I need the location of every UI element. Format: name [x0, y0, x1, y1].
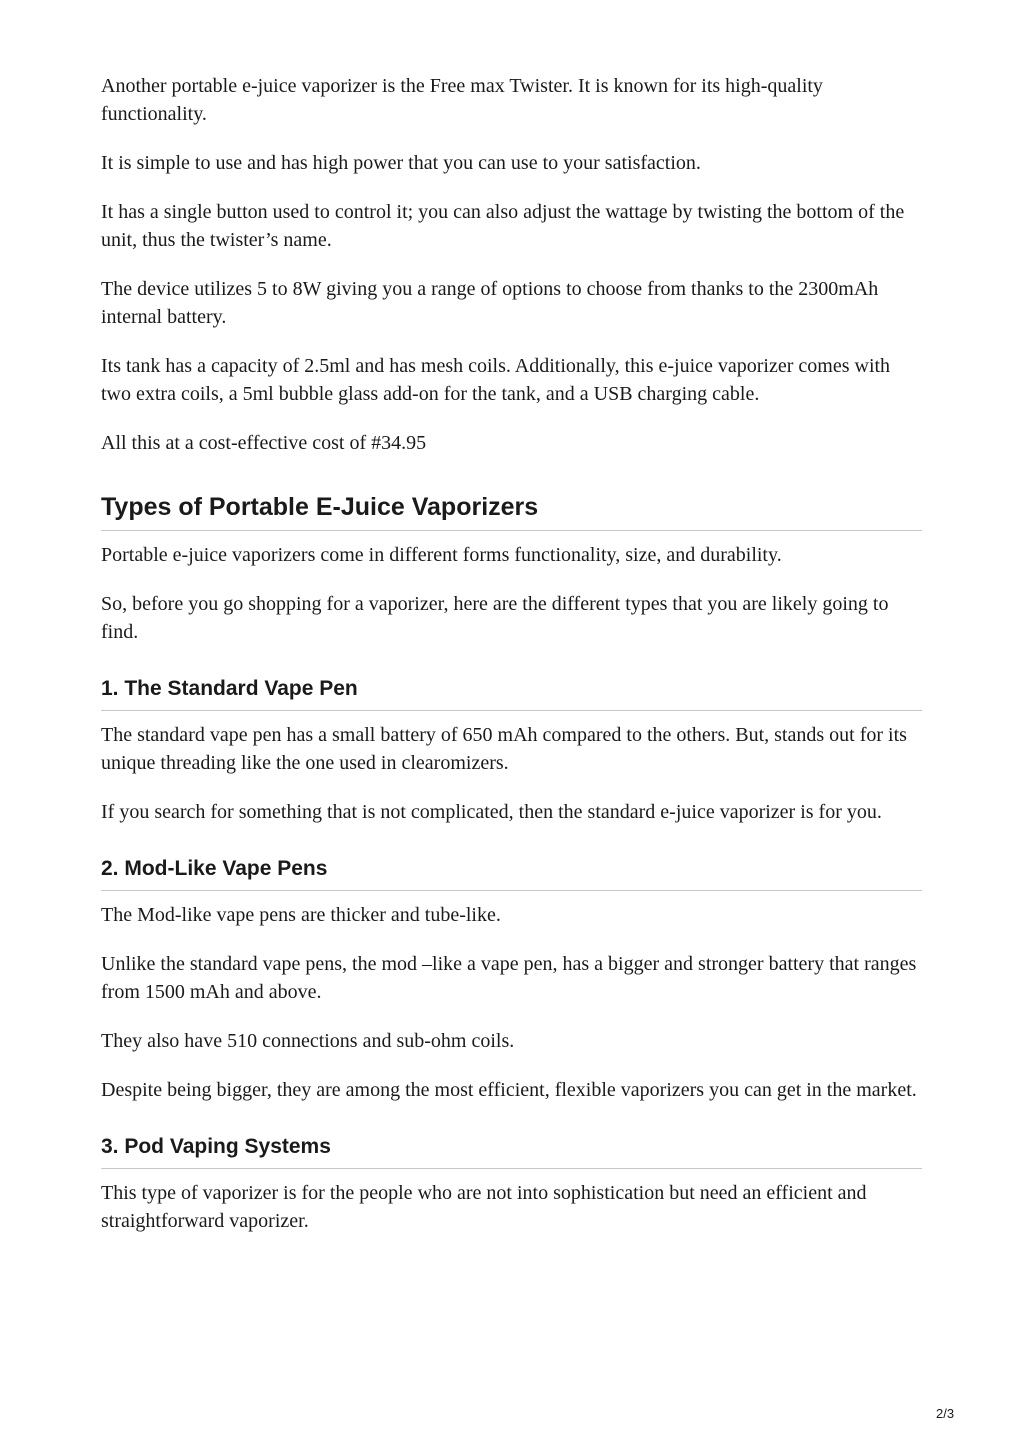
section-heading-types: Types of Portable E-Juice Vaporizers	[101, 491, 922, 531]
subheading-standard-vape-pen: 1. The Standard Vape Pen	[101, 675, 922, 711]
standard-pen-paragraph: The standard vape pen has a small battery of 650 mAh compared to the others. But, stands out for its unique threading like the one used in clearomizers.	[101, 724, 907, 774]
mod-like-paragraph: The Mod-like vape pens are thicker and tube-like.	[101, 904, 501, 926]
mod-like-paragraph: Unlike the standard vape pens, the mod –like a vape pen, has a bigger and stronger battery that ranges from 1500 mAh and above.	[101, 953, 917, 1003]
pod-systems-paragraph: This type of vaporizer is for the people who are not into sophistication but need an efficient and straightforward vaporizer.	[101, 1182, 867, 1232]
article-body	[101, 72, 922, 1256]
intro-paragraph: Its tank has a capacity of 2.5ml and has mesh coils. Additionally, this e-juice vaporizer comes with two extra coils, a 5ml bubble glass add-on for the tank, and a USB charging cable.	[101, 355, 891, 405]
intro-paragraph: It has a single button used to control it; you can also adjust the wattage by twisting the bottom of the unit, thus the twister’s name.	[101, 201, 905, 251]
subheading-mod-like-vape-pens: 2. Mod-Like Vape Pens	[101, 855, 922, 891]
intro-paragraph: Another portable e-juice vaporizer is the Free max Twister. It is known for its high-quality functionality.	[101, 75, 823, 125]
types-paragraph: So, before you go shopping for a vaporizer, here are the different types that you are likely going to find.	[101, 593, 889, 643]
standard-pen-paragraph: If you search for something that is not complicated, then the standard e-juice vaporizer is for you.	[101, 801, 882, 823]
intro-paragraph: The device utilizes 5 to 8W giving you a range of options to choose from thanks to the 2300mAh internal battery.	[101, 278, 879, 328]
mod-like-paragraph: They also have 510 connections and sub-ohm coils.	[101, 1030, 515, 1052]
mod-like-paragraph: Despite being bigger, they are among the most efficient, flexible vaporizers you can get in the market.	[101, 1079, 917, 1101]
page-number: 2/3	[936, 1406, 955, 1421]
subheading-pod-vaping-systems: 3. Pod Vaping Systems	[101, 1133, 922, 1169]
intro-paragraph: It is simple to use and has high power that you can use to your satisfaction.	[101, 152, 701, 174]
types-paragraph: Portable e-juice vaporizers come in different forms functionality, size, and durability.	[101, 544, 782, 566]
intro-paragraph: All this at a cost-effective cost of #34.95	[101, 432, 427, 454]
